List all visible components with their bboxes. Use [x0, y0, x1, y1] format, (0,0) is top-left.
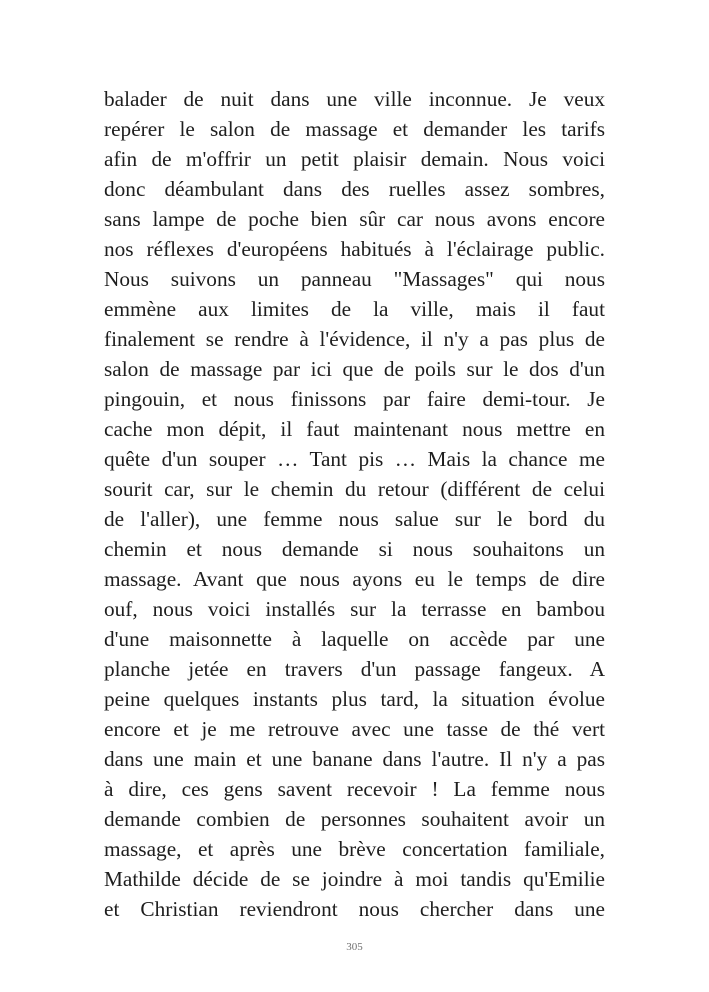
text-line: Mathilde décide de se joindre à moi tandis qu'Emilie — [104, 867, 605, 891]
text-line: d'une maisonnette à laquelle on accède par une — [104, 627, 605, 651]
text-line: planche jetée en travers d'un passage fangeux. A — [104, 657, 605, 681]
body-text — [104, 84, 605, 924]
text-line: massage, et après une brève concertation familiale, — [104, 837, 605, 861]
text-line: finalement se rendre à l'évidence, il n'y a pas plus de — [104, 327, 605, 351]
page-number: 305 — [346, 941, 363, 953]
text-line: afin de m'offrir un petit plaisir demain. Nous voici — [104, 147, 605, 171]
text-line: emmène aux limites de la ville, mais il faut — [104, 297, 605, 321]
text-line: sourit car, sur le chemin du retour (différent de celui — [104, 477, 605, 501]
text-line: demande combien de personnes souhaitent avoir un — [104, 807, 605, 831]
text-line: pingouin, et nous finissons par faire demi-tour. Je — [104, 387, 605, 411]
text-line: ouf, nous voici installés sur la terrasse en bambou — [104, 597, 605, 621]
text-line: Nous suivons un panneau "Massages" qui nous — [104, 267, 605, 291]
text-line: salon de massage par ici que de poils sur le dos d'un — [104, 357, 605, 381]
text-line: donc déambulant dans des ruelles assez sombres, — [104, 177, 605, 201]
text-line: et Christian reviendront nous chercher dans une — [104, 897, 605, 921]
text-line: cache mon dépit, il faut maintenant nous mettre en — [104, 417, 605, 441]
text-line: balader de nuit dans une ville inconnue. Je veux — [104, 87, 605, 111]
text-line: encore et je me retrouve avec une tasse de thé vert — [104, 717, 605, 741]
text-line: nos réflexes d'européens habitués à l'éclairage public. — [104, 237, 605, 261]
text-line: de l'aller), une femme nous salue sur le bord du — [104, 507, 605, 531]
text-line: massage. Avant que nous ayons eu le temps de dire — [104, 567, 605, 591]
text-line: quête d'un souper … Tant pis … Mais la chance me — [104, 447, 605, 471]
text-line: chemin et nous demande si nous souhaitons un — [104, 537, 605, 561]
text-line: sans lampe de poche bien sûr car nous avons encore — [104, 207, 605, 231]
text-line: dans une main et une banane dans l'autre. Il n'y a pas — [104, 747, 605, 771]
text-line: repérer le salon de massage et demander les tarifs — [104, 117, 605, 141]
text-line: peine quelques instants plus tard, la situation évolue — [104, 687, 605, 711]
text-line: à dire, ces gens savent recevoir ! La femme nous — [104, 777, 605, 801]
